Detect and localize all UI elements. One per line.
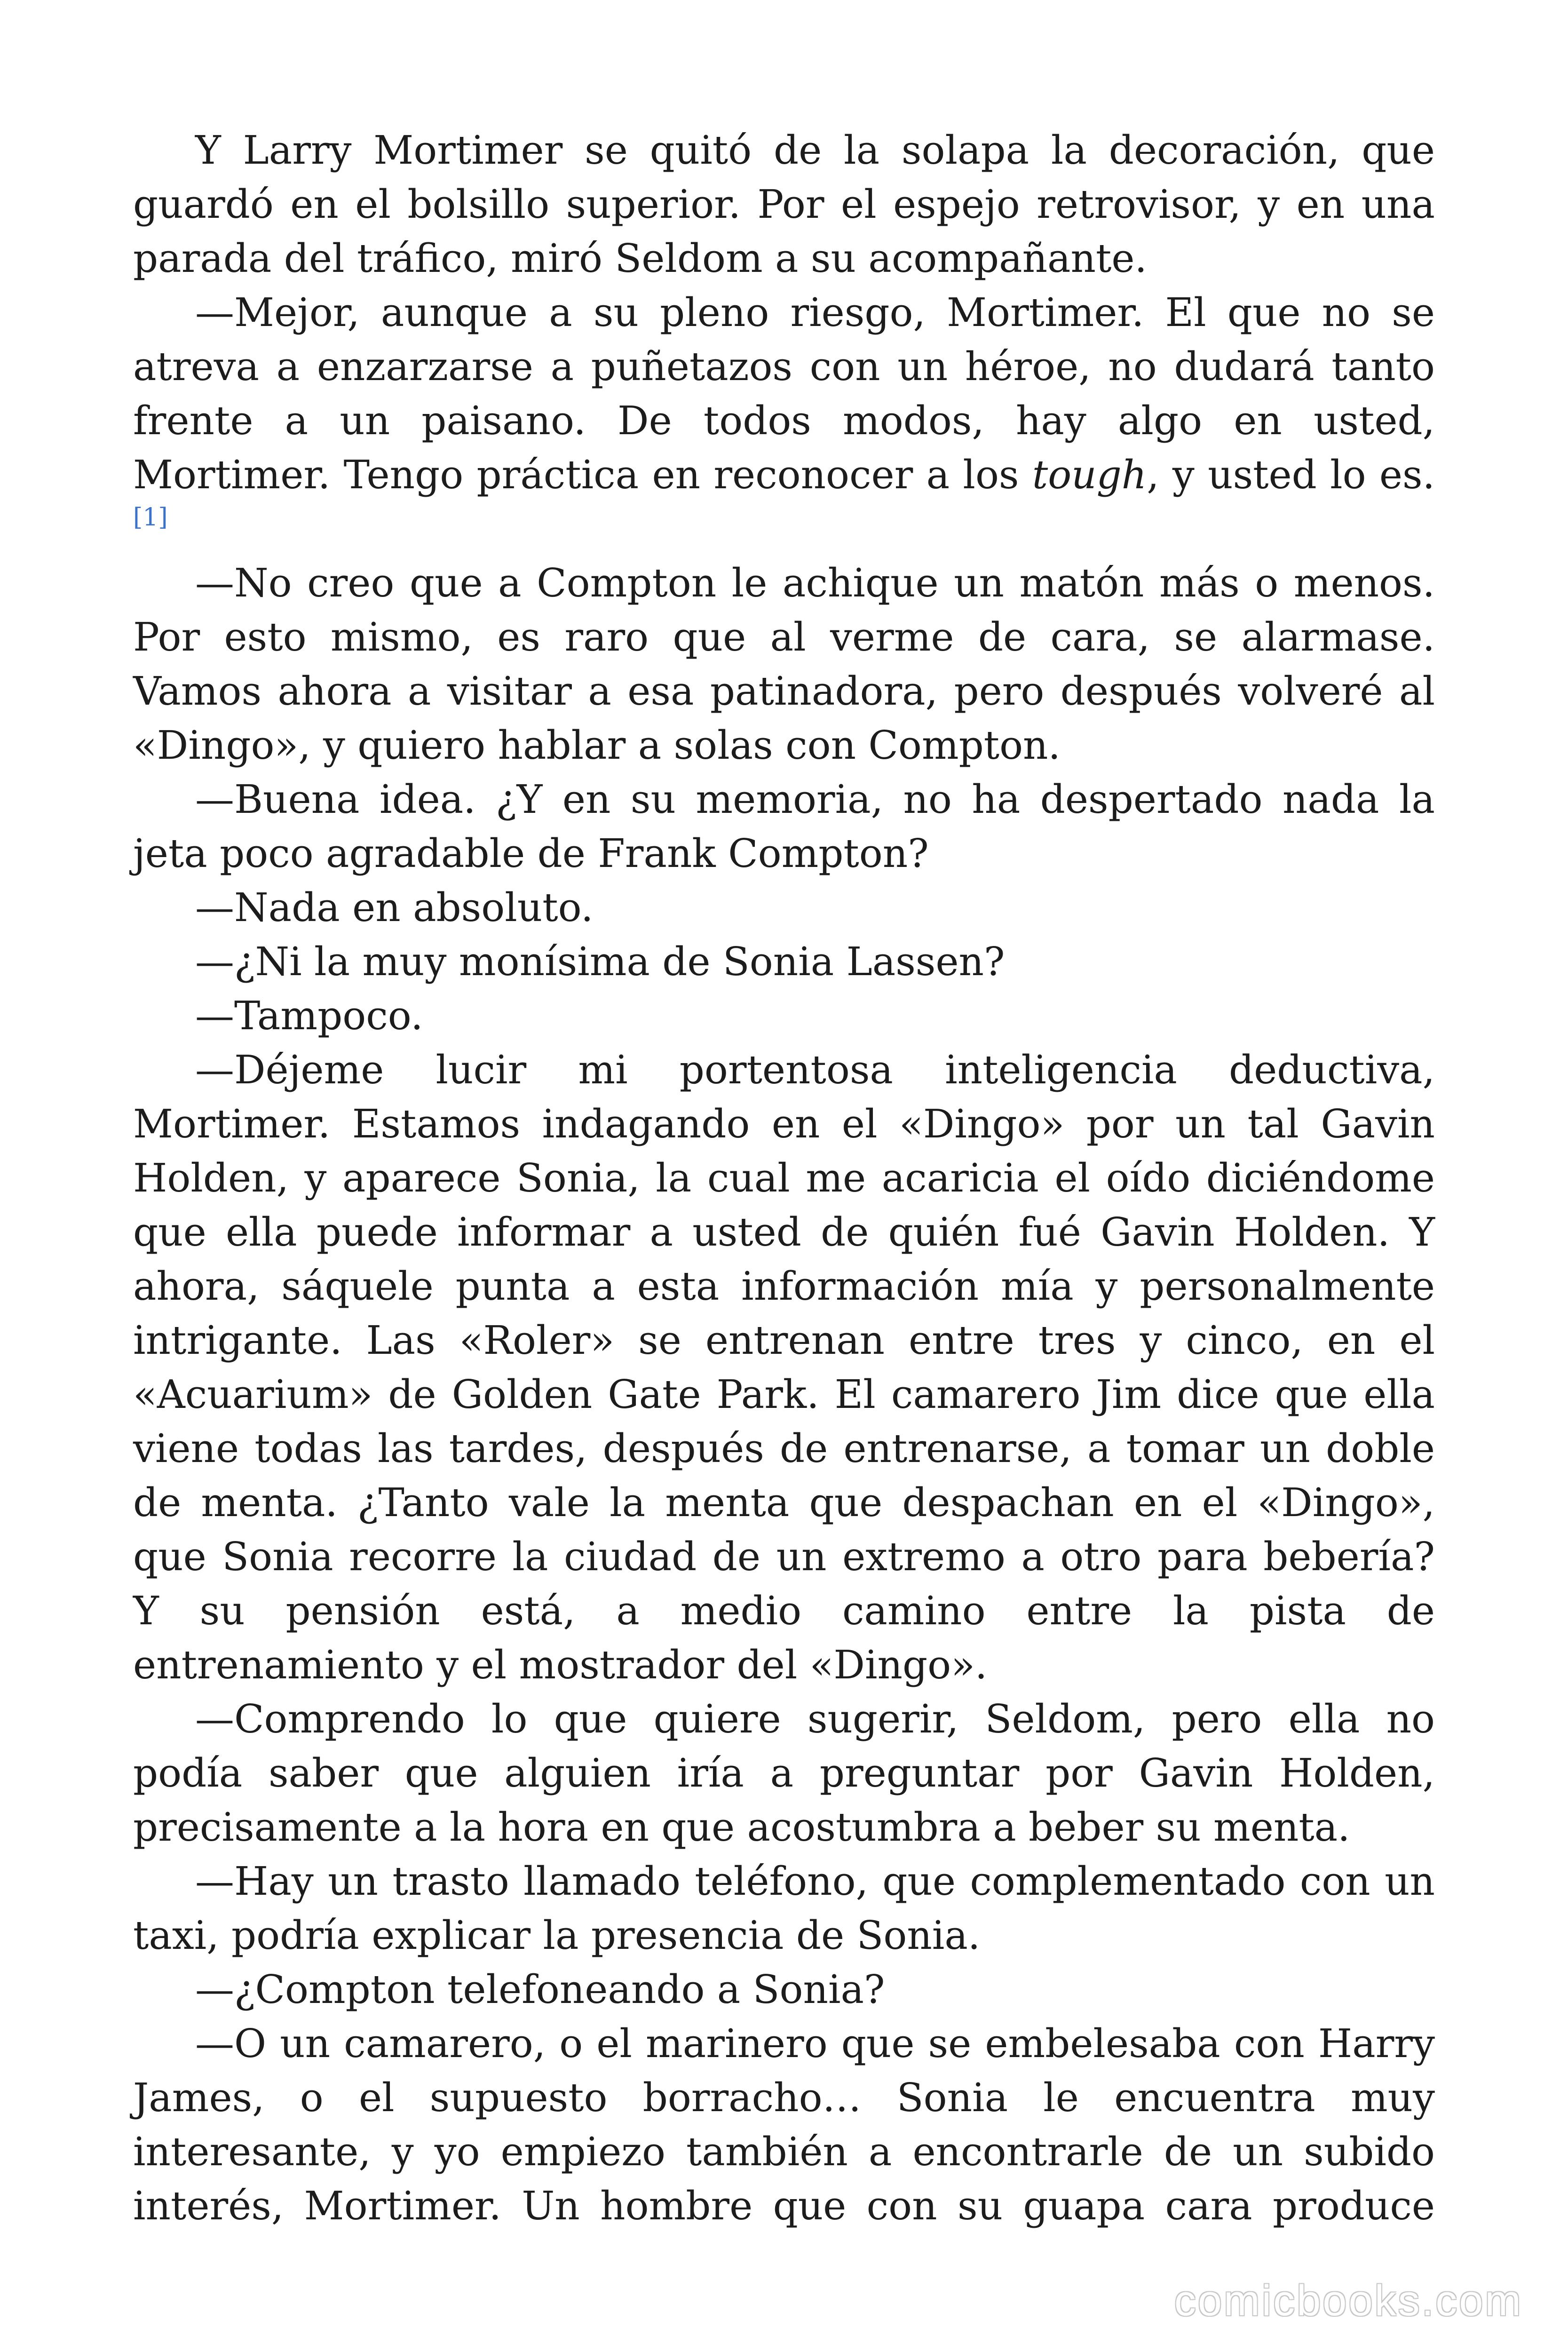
paragraph: —Hay un trasto llamado teléfono, que complementado con un taxi, podría explicar la presencia de Sonia. — [133, 1859, 1435, 1958]
paragraph: —O un camarero, o el marinero que se embelesaba con Harry James, o el supuesto borracho… Sonia le encuentra muy interesante, y yo empiezo también a encontrarle de un subido interés, Mortimer. Un hombre que con su guapa cara produce — [133, 2021, 1435, 2229]
paragraph: —Déjeme lucir mi portentosa inteligencia deductiva, Mortimer. Estamos indagando en el «Dingo» por un tal Gavin Holden, y aparece Sonia, la cual me acaricia el oído diciéndome que ella puede informar a usted de quién fué Gavin Holden. Y ahora, sáquele punta a esta información mía y personalmente intrigante. Las «Roler» se entrenan entre tres y cinco, en el «Acuarium» de Golden Gate Park. El camarero Jim dice que ella viene todas las tardes, después de entrenarse, a tomar un doble de menta. ¿Tanto vale la menta que despachan en el «Dingo», que Sonia recorre la ciudad de un extremo a otro para bebería? Y su pensión está, a medio camino entre la pista de entrenamiento y el mostrador del «Dingo». — [133, 1047, 1435, 1688]
paragraph: —¿Compton telefoneando a Sonia? — [195, 1967, 885, 2012]
paragraph: —No creo que a Compton le achique un matón más o menos. Por esto mismo, es raro que al verme de cara, se alarmase. Vamos ahora a visitar a esa patinadora, pero después volveré al «Dingo», y quiero hablar a solas con Compton. — [133, 560, 1435, 768]
paragraph: —Buena idea. ¿Y en su memoria, no ha despertado nada la jeta poco agradable de Frank Compton? — [133, 777, 1435, 876]
paragraph-text: —Mejor, aunque a su pleno riesgo, Mortimer. El que no se atreva a enzarzarse a puñetazos con un héroe, no dudará tanto frente a un paisano. De todos modos, hay algo en usted, Mortimer. Tengo práctica en reconocer a los — [133, 290, 1435, 498]
paragraph-text: , y usted lo es. — [1147, 452, 1435, 498]
paragraph: —Tampoco. — [195, 993, 423, 1039]
watermark: comicbooks.com — [1174, 2277, 1523, 2325]
paragraph: —Nada en absoluto. — [195, 885, 594, 930]
paragraph — [133, 286, 1435, 556]
italic-word: tough — [1032, 452, 1147, 498]
paragraph: —¿Ni la muy monísima de Sonia Lassen? — [195, 939, 1005, 985]
footnote-link[interactable]: [1] — [133, 503, 168, 532]
page-text — [133, 123, 1435, 2233]
paragraph: Y Larry Mortimer se quitó de la solapa la decoración, que guardó en el bolsillo superior. Por el espejo retrovisor, y en una parada del tráfico, miró Seldom a su acompañante. — [133, 127, 1435, 281]
paragraph: —Comprendo lo que quiere sugerir, Seldom, pero ella no podía saber que alguien iría a preguntar por Gavin Holden, precisamente a la hora en que acostumbra a beber su menta. — [133, 1696, 1435, 1850]
